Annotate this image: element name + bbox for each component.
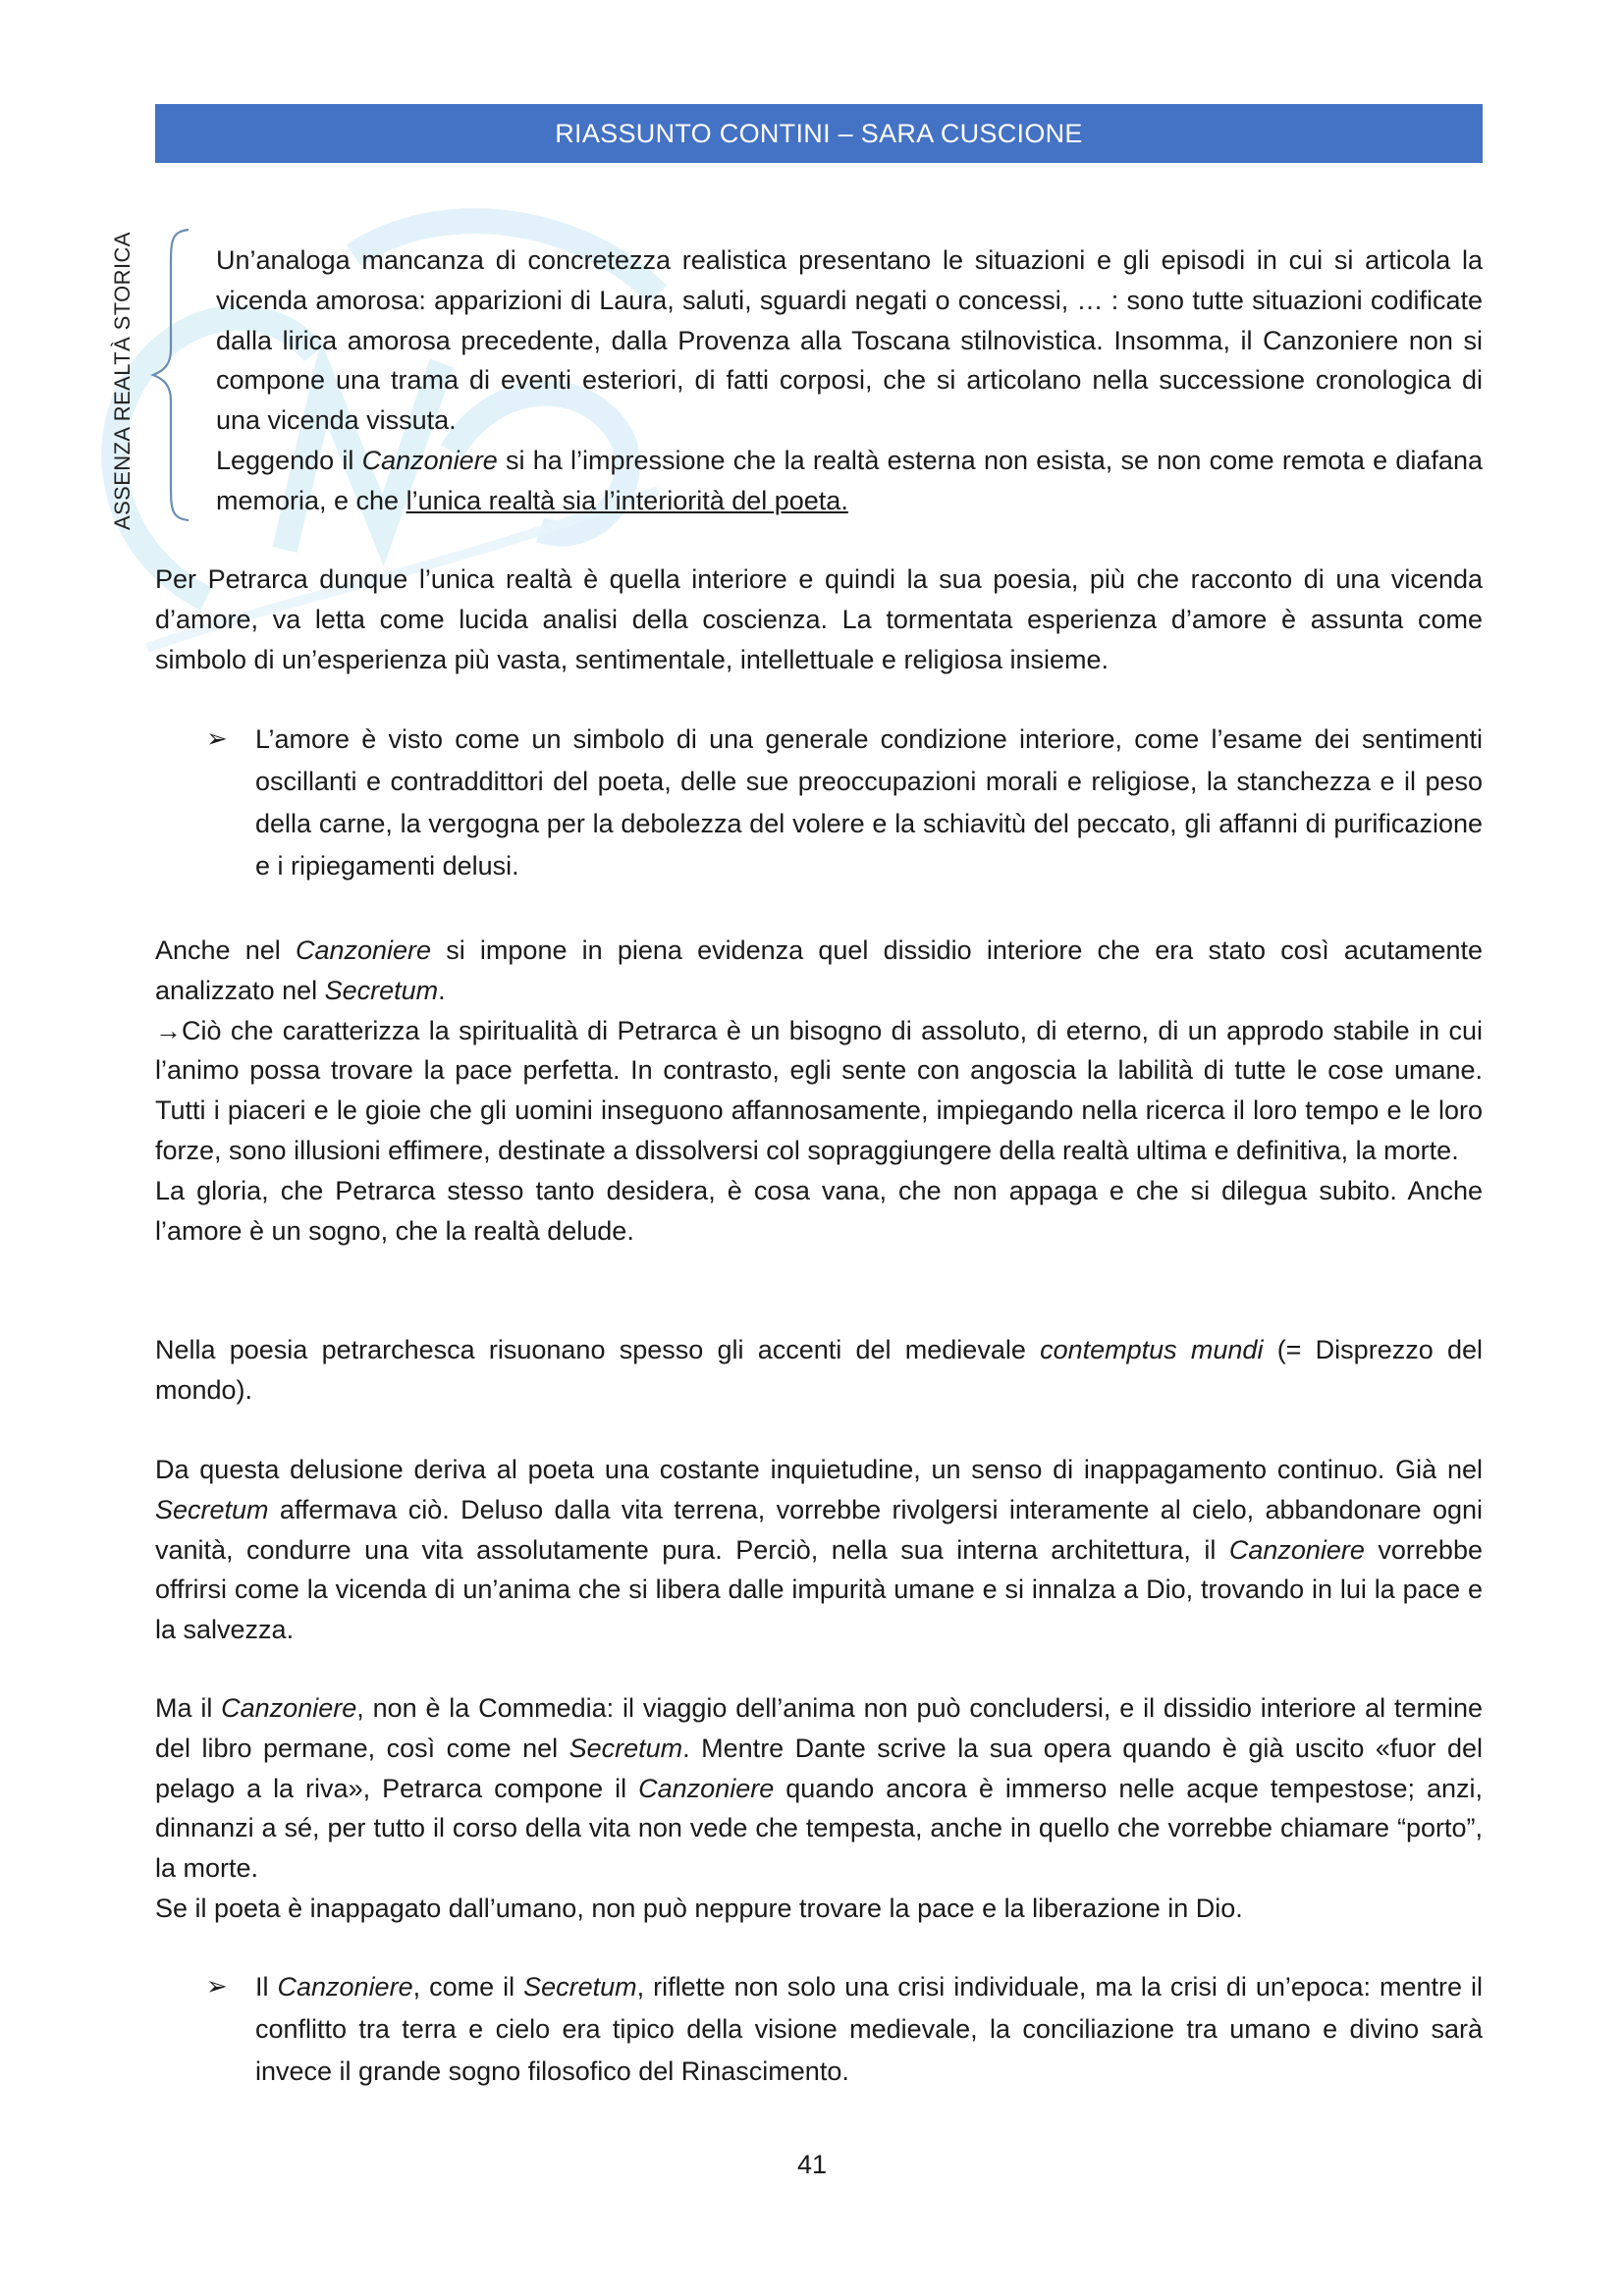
arrow-bullet-icon: ➢ bbox=[206, 1971, 228, 2001]
text-run: quando ancora è immerso nelle acque tempestose; anzi, dinnanzi a sé, per tutto il corso della vita non vede che tempesta, anche in quello che vorrebbe chiamare “porto”, la morte. bbox=[155, 1773, 1483, 1884]
text-run: affermava ciò. Deluso dalla vita terrena, vorrebbe rivolgersi interamente al cielo, abbandonare ogni vanità, condurre una vita assolutamente pura. Perciò, nella sua interna architettura, il bbox=[155, 1494, 1483, 1565]
paragraph-text bbox=[155, 1011, 1483, 1171]
curly-brace-icon bbox=[149, 228, 208, 522]
paragraph-text bbox=[155, 931, 1483, 1011]
text-run: Leggendo il bbox=[216, 445, 362, 475]
text-run: vorrebbe offrirsi come la vicenda di un’anima che si libera dalle impurità umane e si innalza a Dio, trovando in lui la pace e la salvezza. bbox=[155, 1534, 1483, 1645]
paragraph-inquietudine bbox=[155, 1450, 1483, 1650]
text-run: , come il bbox=[412, 1972, 524, 2002]
paragraph-petrarca-realta bbox=[155, 560, 1483, 679]
italic-term: contemptus mundi bbox=[1040, 1335, 1264, 1364]
side-margin-label: ASSENZA REALTÀ STORICA bbox=[110, 232, 135, 530]
text-run: Anche nel bbox=[155, 935, 296, 965]
document-header bbox=[155, 104, 1483, 163]
text-run: Ciò che caratterizza la spiritualità di Petrarca è un bisogno di assoluto, di eterno, di un approdo stabile in cui l’animo possa trovare la pace perfetta. In contrasto, egli sente con angoscia la labilità di tutte le cose umane. Tutti i piaceri e le gioie che gli uomini inseguono affannosamente, impiegando nella ricerca il loro tempo e le loro forze, sono illusioni effimere, destinate a dissolversi col sopraggiungere della realtà ultima e definitiva, la morte. bbox=[155, 1015, 1483, 1165]
paragraph-contemptus-mundi bbox=[155, 1330, 1483, 1411]
right-arrow-icon: → bbox=[155, 1015, 182, 1045]
italic-title: Secretum bbox=[568, 1733, 683, 1763]
text-run: , riflette non solo una crisi individuale, ma la crisi di un’epoca: mentre il conflitto tra terra e cielo era tipico della visione medievale, la conciliazione tra umano e divino sarà invece il grande sogno filosofico del Rinascimento. bbox=[255, 1972, 1483, 2086]
text-run: si ha l’impressione che la realtà esterna non esista, se non come remota e diafana memoria, e che bbox=[216, 445, 1483, 515]
header-title: RIASSUNTO CONTINI – SARA CUSCIONE bbox=[555, 118, 1083, 148]
paragraph-text: Se il poeta è inappagato dall’umano, non può neppure trovare la pace e la liberazione in Dio. bbox=[155, 1893, 1243, 1923]
paragraph-dissidio bbox=[155, 931, 1483, 1251]
underlined-text: l’unica realtà sia l’interiorità del poeta. bbox=[406, 485, 848, 515]
paragraph-text: La gloria, che Petrarca stesso tanto desidera, è cosa vana, che non appaga e che si dilegua subito. Anche l’amore è un sogno, che la realtà delude. bbox=[155, 1175, 1483, 1246]
intro-paragraph-2 bbox=[216, 441, 1483, 521]
text-run: Nella poesia petrarchesca risuonano spesso gli accenti del medievale bbox=[155, 1335, 1041, 1364]
paragraph-text bbox=[155, 1330, 1483, 1411]
text-run: Da questa delusione deriva al poeta una costante inquietudine, un senso di inappagamento continuo. Già nel bbox=[155, 1455, 1483, 1484]
paragraph-commedia bbox=[155, 1688, 1483, 1929]
paragraph-text bbox=[155, 1450, 1483, 1650]
text-run: si impone in piena evidenza quel dissidio interiore che era stato così acutamente analizzato nel bbox=[155, 935, 1483, 1005]
text-run: . Mentre Dante scrive la sua opera quando è già uscito «fuor del pelago a la riva», Petrarca compone il bbox=[155, 1733, 1483, 1803]
italic-title: Secretum bbox=[155, 1494, 269, 1524]
paragraph-text bbox=[155, 1688, 1483, 1889]
arrow-bullet-icon: ➢ bbox=[206, 723, 228, 753]
bullet-text: L’amore è visto come un simbolo di una generale condizione interiore, come l’esame dei sentimenti oscillanti e contraddittori del poeta, delle sue preoccupazioni morali e religiose, la stanchezza e il peso della carne, la vergogna per la debolezza del volere e la schiavitù del peccato, gli affanni di purificazione e i ripiegamenti delusi. bbox=[255, 724, 1483, 881]
italic-title: Canzoniere bbox=[221, 1693, 357, 1723]
bullet-item-1 bbox=[206, 719, 1483, 887]
intro-section bbox=[216, 240, 1483, 521]
italic-title: Canzoniere bbox=[277, 1972, 413, 2002]
paragraph-text: Per Petrarca dunque l’unica realtà è quella interiore e quindi la sua poesia, più che racconto di una vicenda d’amore, va letta come lucida analisi della coscienza. La tormentata esperienza d’amore è assunta come simbolo di un’esperienza più vasta, sentimentale, intellettuale e religiosa insieme. bbox=[155, 564, 1483, 674]
italic-title: Canzoniere bbox=[638, 1773, 775, 1803]
text-run: . bbox=[438, 975, 446, 1005]
page-number: 41 bbox=[796, 2150, 828, 2179]
text-run: , non è la Commedia: il viaggio dell’anima non può concludersi, e il dissidio interiore al termine del libro permane, così come nel bbox=[155, 1693, 1483, 1763]
italic-title: Canzoniere bbox=[295, 935, 432, 965]
italic-title: Secretum bbox=[324, 975, 439, 1005]
intro-paragraph-1: Un’analoga mancanza di concretezza realistica presentano le situazioni e gli episodi in cui si articola la vicenda amorosa: apparizioni di Laura, saluti, sguardi negati o concessi, … : sono tutte situazioni codificate dalla lirica amorosa precedente, dalla Provenza alla Toscana stilnovistica. Insomma, il Canzoniere non si compone una trama di eventi esteriori, di fatti corposi, che si articolano nella successione cronologica di una vicenda vissuta. bbox=[216, 245, 1483, 436]
bullet-text bbox=[255, 1966, 1483, 2093]
text-run: Ma il bbox=[155, 1693, 222, 1723]
italic-title: Canzoniere bbox=[361, 445, 498, 475]
bullet-item-2 bbox=[206, 1966, 1483, 2093]
text-run: Il bbox=[255, 1972, 278, 2002]
text-run: (= Disprezzo del mondo). bbox=[155, 1335, 1483, 1405]
italic-title: Canzoniere bbox=[1228, 1534, 1365, 1565]
italic-title: Secretum bbox=[523, 1972, 637, 2002]
